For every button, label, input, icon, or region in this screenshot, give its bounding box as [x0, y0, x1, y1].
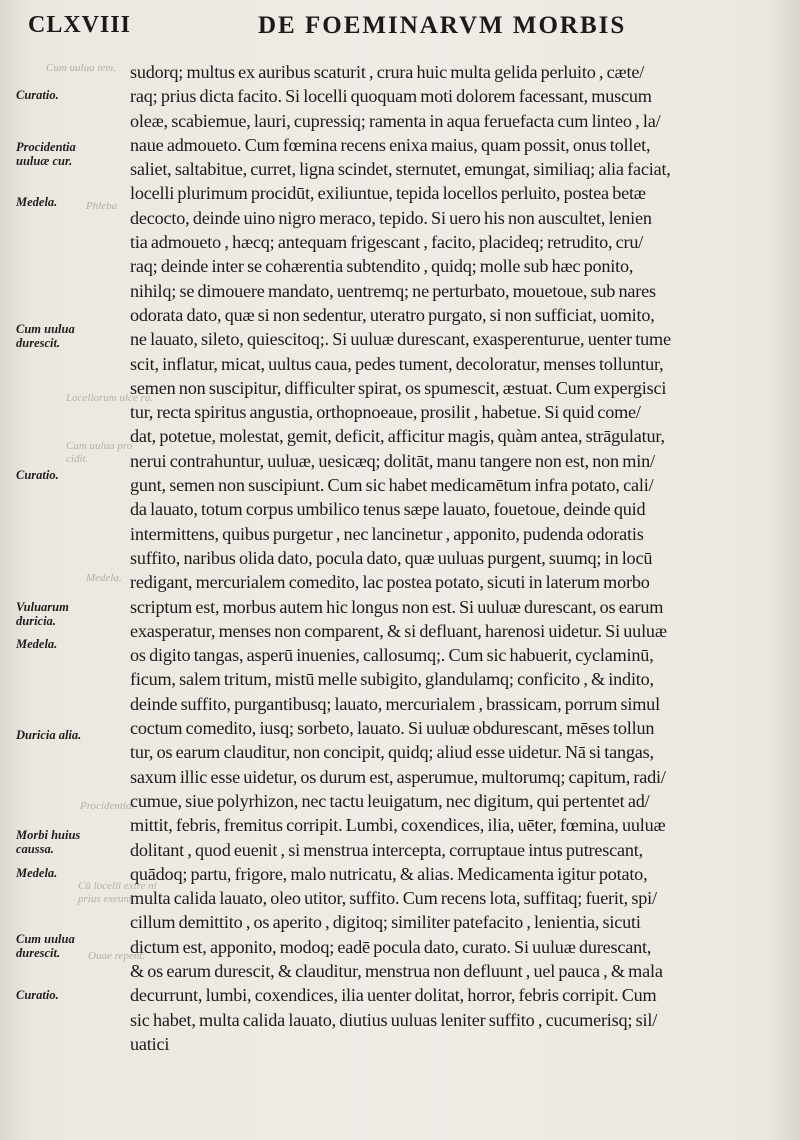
show-through-text: Locellorum ulce ra.	[66, 392, 154, 404]
text-line: da lauato, totum corpus umbilico tenus sæpe lauato, fouetoue, deinde quid	[130, 499, 646, 520]
gloss-curatio-2: Curatio.	[16, 468, 59, 482]
text-line: dolitant , quod euenit , si menstrua intercepta, corruptaue intus putrescant,	[130, 839, 643, 860]
text-line: locelli plurimum procidūt, exiliuntue, tepida locellos perluito, postea betæ	[130, 183, 646, 204]
gloss-morbi-causa: Morbi huius caussa.	[16, 828, 81, 856]
text-line: mittit, febris, fremitus corripit. Lumbi, coxendices, ilia, uēter, fœmina, uuluæ	[130, 815, 666, 836]
show-through-text: Cū locelli extre ni prius exeunt.	[78, 880, 157, 905]
show-through-text: Procidentia.	[80, 800, 135, 812]
show-through-text: Medela.	[86, 572, 122, 584]
text-line: quādoq; partu, frigore, malo nutricatu, & alias. Medicamenta igitur potato,	[130, 863, 648, 884]
text-line: multa calida lauato, oleo utitor, suffito. Cum recens lota, suffitaq; fuerit, spi/	[130, 888, 657, 909]
gloss-medela-3: Medela.	[16, 866, 58, 880]
gloss-curatio-3: Curatio.	[16, 988, 59, 1002]
show-through-text: Cum uulua pro cidit.	[66, 440, 133, 465]
text-line: redigant, mercurialem comedito, lac postea potato, sicuti in laterum morbo	[130, 572, 650, 593]
text-line: os digito tangas, asperū inuenies, callosumq;. Cum sic habuerit, cyclaminū,	[130, 645, 654, 666]
text-line: tia admoueto , hæcq; antequam frigescant , facito, placideq; retrudito, cru/	[130, 232, 644, 253]
text-line: raq; deinde inter se cohærentia subtendito , quidq; molle sub hæc ponito,	[130, 256, 634, 277]
text-line: nihilq; se dimouere mandato, uentremq; ne perturbato, mouetoue, sub nares	[130, 280, 656, 301]
text-line: nerui contrahuntur, uuluæ, uesicæq; dolitāt, manu tangere non est, non min/	[130, 450, 655, 471]
text-line: cumue, siue polyrhizon, nec tactu leuigatum, nec digitum, qui pertentet ad/	[130, 790, 650, 811]
body-text	[130, 60, 770, 1056]
text-line: naue admoueto. Cum fœmina recens enixa maius, quam possit, onus tollet,	[130, 134, 651, 155]
text-line: scit, inflatur, micat, uultus caua, pedes tument, decoloratur, menses tolluntur,	[130, 353, 664, 374]
show-through-text: Ouae repent.	[88, 950, 146, 962]
gloss-cum-uulua-durescit-2: Cum uulua durescit.	[16, 932, 75, 960]
text-line: semen non suscipitur, difficulter spirat, os spumescit, æstuat. Cum expergisci	[130, 377, 667, 398]
text-line: raq; prius dicta facito. Si locelli quoquam moti dolorem facessant, muscum	[130, 86, 652, 107]
text-line: dictum est, apponito, modoq; eadē pocula dato, curato. Si uuluæ durescant,	[130, 936, 652, 957]
text-line: tur, os earum clauditur, non concipit, quidq; aliud esse uidetur. Nā si tangas,	[130, 742, 654, 763]
gloss-medela-2: Medela.	[16, 637, 58, 651]
text-line: decocto, deinde uino nigro meraco, tepido. Si uero his non auscultet, lenien	[130, 207, 652, 228]
text-line: cillum demittito , os aperito , digitoq; similiter patefacito , lenientia, sicuti	[130, 912, 641, 933]
text-line: scriptum est, morbus autem hic longus non est. Si uuluæ durescant, os earum	[130, 596, 664, 617]
folio-number: CLXVIII	[28, 12, 132, 38]
gloss-uuluarum-duricia: Vuluarum duricia.	[16, 600, 69, 628]
text-line: oleæ, scabiemue, lauri, cupressiq; ramenta in aqua feruefacta cum linteo , la/	[130, 110, 661, 131]
running-title: DE FOEMINARVM MORBIS	[258, 12, 627, 39]
text-line: tur, recta spiritus angustia, orthopnoeaue, prosilit , habetue. Si quid come/	[130, 402, 641, 423]
gloss-cum-uulua-durescit-1: Cum uulua durescit.	[16, 322, 75, 350]
text-line: dat, potetue, molestat, gemit, deficit, afficitur magis, quàm antea, strāgulatur,	[130, 426, 665, 447]
text-line: exasperatur, menses non comparent, & si defluant, harenosi uidetur. Si uuluæ	[130, 620, 667, 641]
text-line: saxum illic esse uidetur, os durum est, asperumue, multorumq; capitum, radi/	[130, 766, 666, 787]
text-line: intermittens, quibus purgetur , nec lancinetur , apponito, pudenda odoratis	[130, 523, 644, 544]
gloss-curatio-1: Curatio.	[16, 88, 59, 102]
text-line: decurrunt, lumbi, coxendices, ilia uenter dolitat, horror, febris corripit. Cum	[130, 985, 657, 1006]
text-line: saliet, saltabitue, curret, ligna scindet, sternutet, emungat, similiaq; alia faciat,	[130, 159, 671, 180]
text-line: & os earum durescit, & clauditur, menstrua non defluunt , uel pauca , & mala	[130, 960, 663, 981]
text-line: suffito, naribus olida dato, pocula dato, quæ uuluas purgent, suumq; in locū	[130, 547, 653, 568]
gloss-duricia-alia: Duricia alia.	[16, 728, 82, 742]
text-line: odorata dato, quæ si non sedentur, uteratro purgato, si non sufficiat, uomito,	[130, 304, 655, 325]
text-line: deinde suffito, purgantibusq; lauato, mercurialem , brassicam, porrum simul	[130, 693, 660, 714]
gloss-medela-1: Medela.	[16, 195, 58, 209]
text-line: ne lauato, sileto, quiescitoq;. Si uuluæ durescant, exasperenturue, uenter tume	[130, 329, 671, 350]
text-line: gunt, semen non suscipiunt. Cum sic habet medicamētum infra potato, cali/	[130, 475, 654, 496]
gloss-procidentia: Procidentia uuluæ cur.	[16, 140, 76, 168]
text-line: sudorq; multus ex auribus scaturit , crura huic multa gelida perluito , cæte/	[130, 62, 645, 82]
text-line: ficum, salem tritum, mistū melle subigito, glandulamq; conficito , & indito,	[130, 669, 654, 690]
text-line: coctum comedito, iusq; sorbeto, lauato. Si uuluæ obdurescant, mēses tollun	[130, 718, 655, 739]
text-line: uatici	[130, 1033, 170, 1054]
show-through-text: Phleba	[86, 200, 118, 212]
text-line: sic habet, multa calida lauato, diutius uuluas leniter suffito , cucumerisq; sil/	[130, 1009, 658, 1030]
show-through-text: Cum uulua tem.	[46, 62, 116, 74]
